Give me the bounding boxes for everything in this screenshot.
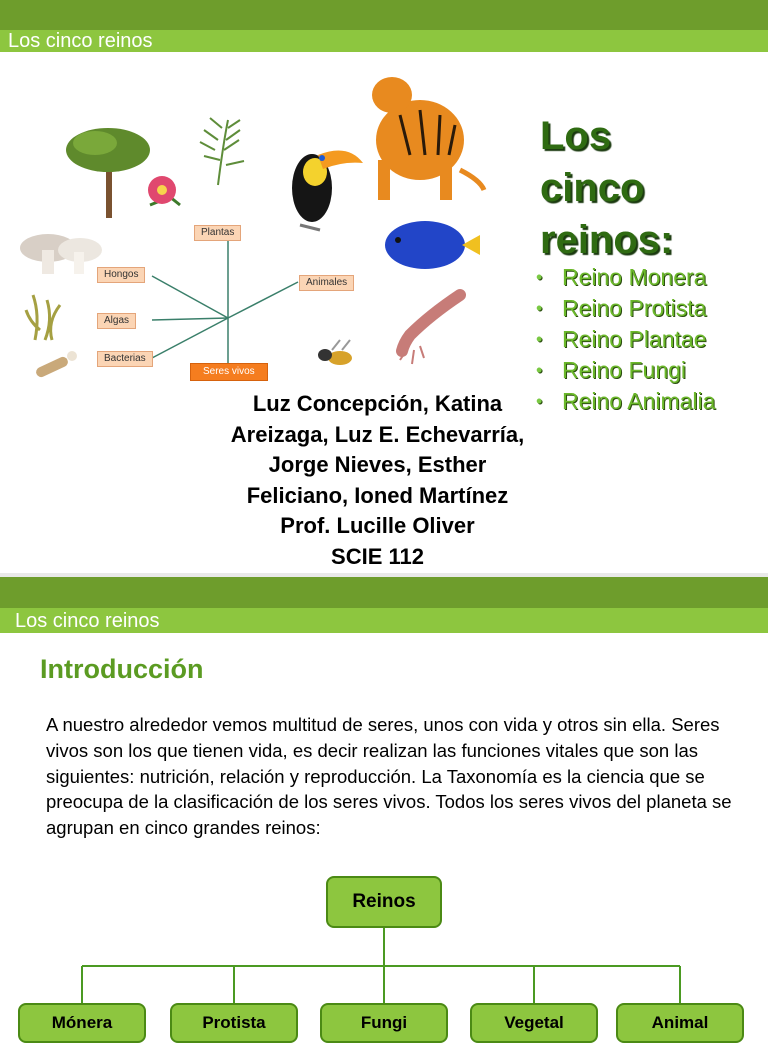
label-animales: Animales xyxy=(299,275,354,291)
course-code: SCIE 112 xyxy=(331,543,424,569)
bullet-icon: • xyxy=(536,267,543,287)
title-line-2: cinco xyxy=(540,166,645,210)
slide1-header-title: Los cinco reinos xyxy=(0,30,768,52)
label-plantas: Plantas xyxy=(194,225,241,241)
title-line-1: Los xyxy=(540,114,612,158)
algae-icon xyxy=(26,295,60,340)
label-algas: Algas xyxy=(97,313,136,329)
diagram-connectors xyxy=(152,240,298,368)
tiger-icon xyxy=(372,77,484,200)
kingdoms-illustration xyxy=(0,60,500,390)
professor-line: Prof. Lucille Oliver xyxy=(280,513,475,538)
kingdom-label: Reino Animalia xyxy=(562,388,716,414)
kingdom-label: Reino Fungi xyxy=(562,357,687,383)
toucan-icon xyxy=(292,151,363,231)
slide1-main-title xyxy=(540,110,673,266)
label-hongos: Hongos xyxy=(97,267,145,283)
author-line: Areizaga, Luz E. Echevarría, xyxy=(230,421,525,447)
tree-icon xyxy=(66,128,150,218)
authors-block xyxy=(190,389,565,572)
slide2-header-title: Los cinco reinos xyxy=(0,608,768,633)
bacteria-icon xyxy=(34,351,77,379)
slide2-top-band xyxy=(0,577,768,608)
bullet-icon: • xyxy=(536,360,543,380)
fern-icon xyxy=(200,118,244,185)
list-item xyxy=(536,262,715,293)
bullet-icon: • xyxy=(536,329,543,349)
squid-icon xyxy=(400,295,460,364)
label-bacterias: Bacterias xyxy=(97,351,153,367)
wasp-icon xyxy=(318,340,352,365)
list-item xyxy=(536,293,715,324)
slide1-top-band xyxy=(0,0,768,30)
bullet-icon: • xyxy=(536,391,543,411)
mushroom-icon xyxy=(20,234,102,274)
fish-icon xyxy=(385,221,480,269)
author-line: Luz Concepción, Katina xyxy=(252,391,503,416)
intro-heading: Introducción xyxy=(40,654,204,684)
kingdom-label: Reino Protista xyxy=(562,295,707,321)
kingdom-label: Reino Plantae xyxy=(562,326,707,352)
flower-icon xyxy=(148,176,180,205)
tree-node-monera: Mónera xyxy=(18,1003,146,1043)
label-seres-vivos: Seres vivos xyxy=(190,363,268,381)
tree-node-animal: Animal xyxy=(616,1003,744,1043)
tree-root-reinos: Reinos xyxy=(326,876,442,928)
tree-node-vegetal: Vegetal xyxy=(470,1003,598,1043)
bullet-icon: • xyxy=(536,298,543,318)
list-item xyxy=(536,324,715,355)
tree-node-fungi: Fungi xyxy=(320,1003,448,1043)
tree-node-protista: Protista xyxy=(170,1003,298,1043)
list-item xyxy=(536,355,715,386)
title-line-3: reinos: xyxy=(540,218,674,262)
author-line: Jorge Nieves, Esther xyxy=(268,452,487,477)
intro-paragraph: A nuestro alrededor vemos multitud de seres, unos con vida y otros sin ella. Seres vivos son los que tienen vida, es decir realizan las funciones vitales que son las siguientes: nutrición, relación y reproducción. La Taxonomía es la ciencia que se preocupa de la clasificación de los seres vivos. Todos los seres vivos del planeta se agrupan en cinco grandes reinos: xyxy=(46,714,732,839)
kingdom-label: Reino Monera xyxy=(562,264,707,290)
author-line: Feliciano, Ioned Martínez xyxy=(246,482,509,508)
